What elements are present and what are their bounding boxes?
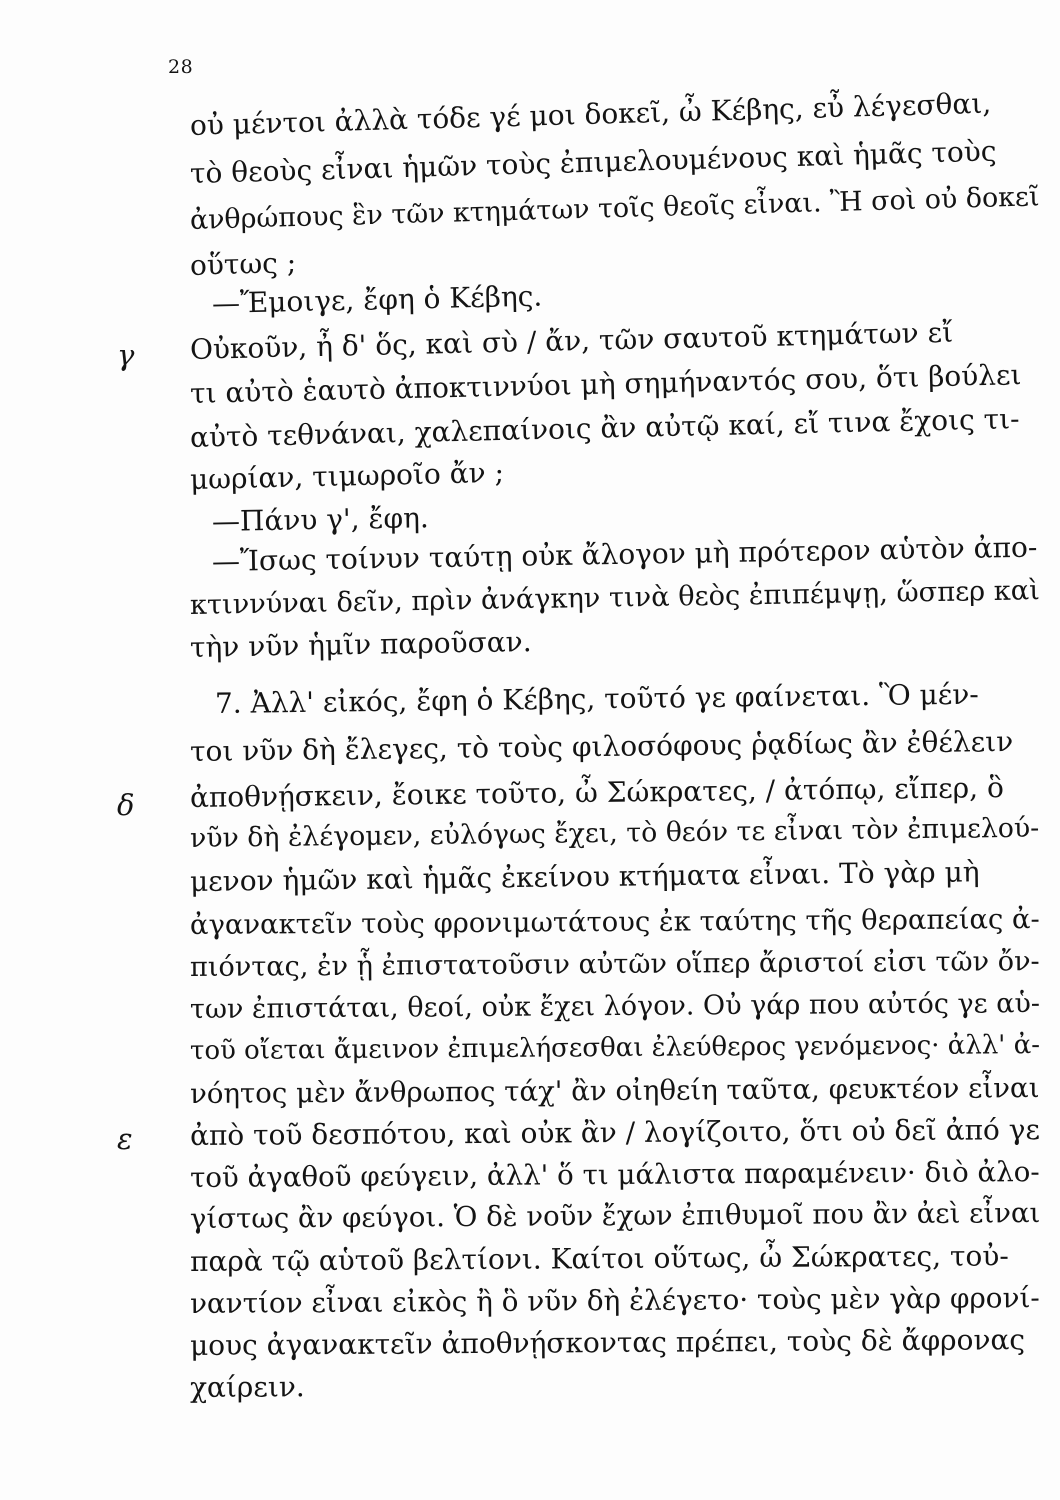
- text-line: γίστως ἂν φεύγοι. Ὁ δὲ νοῦν ἔχων ἐπιθυμοῖ που ἂν ἀεὶ εἶναι: [189, 1197, 1041, 1235]
- text-line: τὸ θεοὺς εἶναι ἡμῶν τοὺς ἐπιμελουμένους καὶ ἡμᾶς τοὺς: [189, 134, 997, 190]
- text-line: ἀνθρώπους ἓν τῶν κτημάτων τοῖς θεοῖς εἶναι. Ἢ σοὶ οὐ δοκεῖ: [189, 181, 1040, 236]
- text-line: —Ἔμοιγε, ἔφη ὁ Κέβης.: [211, 279, 543, 320]
- text-line: τοι νῦν δὴ ἔλεγες, τὸ τοὺς φιλοσόφους ῥᾳδίως ἂν ἐθέλειν: [189, 724, 1014, 768]
- text-line: παρὰ τῷ αὑτοῦ βελτίονι. Καίτοι οὕτως, ὦ Σώκρατες, τοὐ-: [189, 1239, 1009, 1278]
- text-line: τοῦ ἀγαθοῦ φεύγειν, ἀλλ' ὅ τι μάλιστα παραμένειν· διὸ ἀλο-: [189, 1155, 1040, 1194]
- text-line: —Ἴσως τοίνυν ταύτῃ οὐκ ἄλογον μὴ πρότερον αὑτὸν ἀπο-: [211, 530, 1038, 578]
- text-line: οὐ μέντοι ἀλλὰ τόδε γέ μοι δοκεῖ, ὦ Κέβης, εὖ λέγεσθαι,: [189, 86, 992, 142]
- text-line: ἀπὸ τοῦ δεσπότου, καὶ οὐκ ἂν / λογίζοιτο, ὅτι οὐ δεῖ ἀπό γε: [189, 1113, 1041, 1152]
- text-line: —Πάνυ γ', ἔφη.: [211, 501, 430, 538]
- text-line: τι αὐτὸ ἑαυτὸ ἀποκτιννύοι μὴ σημήναντός σου, ὅτι βούλει: [189, 358, 1022, 410]
- margin-marker-epsilon: ε: [117, 1122, 133, 1156]
- text-line: Οὐκοῦν, ἦ δ' ὅς, καὶ σὺ / ἄν, τῶν σαυτοῦ κτημάτων εἴ: [189, 315, 954, 366]
- text-line: ναντίον εἶναι εἰκὸς ἢ ὃ νῦν δὴ ἐλέγετο· τοὺς μὲν γὰρ φρονί-: [189, 1281, 1040, 1320]
- page-number: 28: [168, 56, 194, 78]
- text-line: ἀγανακτεῖν τοὺς φρονιμωτάτους ἐκ ταύτης τῆς θεραπείας ἀ-: [189, 904, 1040, 941]
- text-line: τὴν νῦν ἡμῖν παροῦσαν.: [189, 625, 532, 664]
- text-line: μωρίαν, τιμωροῖο ἄν ;: [189, 455, 505, 496]
- text-line: τοῦ οἴεται ἄμεινον ἐπιμελήσεσθαι ἐλεύθερος γενόμενος· ἀλλ' ἀ-: [189, 1030, 1041, 1066]
- text-line: νῦν δὴ ἐλέγομεν, εὐλόγως ἔχει, τὸ θεόν τε εἶναι τὸν ἐπιμελού-: [189, 812, 1040, 854]
- text-line: ἀποθνῄσκειν, ἔοικε τοῦτο, ὦ Σώκρατες, / ἀτόπῳ, εἴπερ, ὃ: [189, 771, 1005, 814]
- text-line: χαίρειν.: [189, 1370, 305, 1404]
- text-line: μους ἀγανακτεῖν ἀποθνῄσκοντας πρέπει, τοὺς δὲ ἄφρονας: [189, 1323, 1026, 1362]
- text-line: των ἐπιστάται, θεοί, οὐκ ἔχει λόγον. Οὐ γάρ που αὐτός γε αὑ-: [189, 988, 1041, 1025]
- margin-marker-delta: δ: [117, 788, 135, 822]
- text-line: οὕτως ;: [189, 246, 297, 282]
- text-line: μενον ἡμῶν καὶ ἡμᾶς ἐκείνου κτήματα εἶναι. Τὸ γὰρ μὴ: [189, 855, 980, 898]
- text-line: πιόντας, ἐν ᾗ ἐπιστατοῦσιν αὐτῶν οἵπερ ἄριστοί εἰσι τῶν ὄν-: [189, 946, 1040, 983]
- margin-marker-gamma: γ: [117, 338, 135, 372]
- text-line: αὐτὸ τεθνάναι, χαλεπαίνοις ἂν αὐτῷ καί, εἴ τινα ἔχοις τι-: [189, 402, 1020, 454]
- text-line: νόητος μὲν ἄνθρωπος τάχ' ἂν οἰηθείη ταῦτα, φευκτέον εἶναι: [189, 1071, 1040, 1110]
- text-line: 7. Ἀλλ' εἰκός, ἔφη ὁ Κέβης, τοῦτό γε φαίνεται. Ὃ μέν-: [214, 677, 979, 720]
- text-line: κτιννύναι δεῖν, πρὶν ἀνάγκην τινὰ θεὸς ἐπιπέμψῃ, ὥσπερ καὶ: [189, 575, 1041, 621]
